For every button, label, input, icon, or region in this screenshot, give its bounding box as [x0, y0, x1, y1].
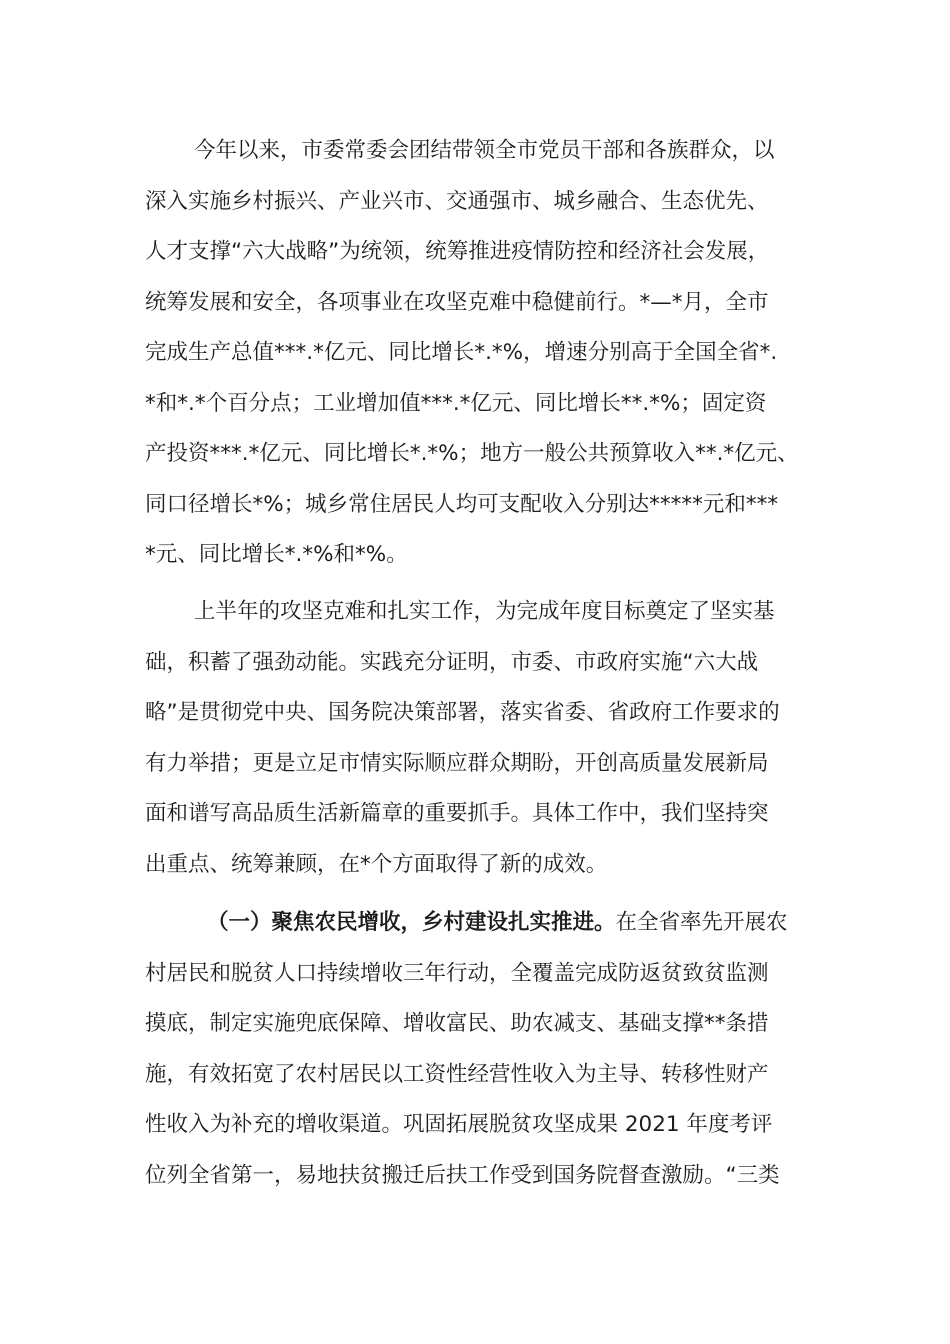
- text-line: 略”是贯彻党中央、国务院决策部署，落实省委、省政府工作要求的: [145, 700, 780, 725]
- text-line: 施，有效拓宽了农村居民以工资性经营性收入为主导、转移性财产: [145, 1061, 769, 1087]
- section-first-line: [145, 898, 811, 949]
- text-line: 深入实施乡村振兴、产业兴市、交通强市、城乡融合、生态优先、: [145, 188, 769, 214]
- text-line: 村居民和脱贫人口持续增收三年行动，全覆盖完成防返贫致贫监测: [145, 960, 769, 986]
- text-line: 人才支撑“六大战略”为统领，统筹推进疫情防控和经济社会发展，: [145, 239, 770, 264]
- section-heading: （一）聚焦农民增收，乡村建设扎实推进。: [207, 910, 616, 935]
- paragraph-section-one: [145, 898, 811, 1201]
- text-line: 础，积蓄了强劲动能。实践充分证明，市委、市政府实施“六大战: [145, 649, 759, 675]
- text-line: 位列全省第一，易地扶贫搬迁后扶工作受到国务院督查激励。“三类: [145, 1162, 780, 1188]
- text-line: 统筹发展和安全，各项事业在攻坚克难中稳健前行。*—*月，全市: [145, 289, 769, 315]
- paragraph-summary: [145, 587, 811, 890]
- text-line: 今年以来，市委常委会团结带领全市党员干部和各族群众，以: [194, 138, 775, 163]
- text-line: 上半年的攻坚克难和扎实工作，为完成年度目标奠定了坚实基: [194, 599, 775, 624]
- text-line: *和*.*个百分点；工业增加值***.*亿元、同比增长**.*%；固定资: [145, 390, 767, 416]
- text-line: *元、同比增长*.*%和*%。: [145, 542, 408, 567]
- text-line: 摸底，制定实施兜底保障、增收富民、助农减支、基础支撑**条措: [145, 1011, 769, 1036]
- text-line: 出重点、统筹兼顾，在*个方面取得了新的成效。: [145, 851, 608, 877]
- text-line: 完成生产总值***.*亿元、同比增长*.*%，增速分别高于全国全省*.: [145, 340, 778, 365]
- paragraph-overview: [145, 126, 811, 581]
- text-line: 同口径增长*%；城乡常住居民人均可支配收入分别达*****元和***: [145, 491, 779, 517]
- text-line: 产投资***.*亿元、同比增长*.*%；地方一般公共预算收入**.*亿元、: [145, 441, 799, 466]
- section-first-line-text: 在全省率先开展农: [615, 910, 788, 935]
- text-line: 性收入为补充的增收渠道。巩固拓展脱贫攻坚成果 2021 年度考评: [145, 1112, 773, 1137]
- text-line: 有力举措；更是立足市情实际顺应群众期盼，开创高质量发展新局: [145, 750, 769, 776]
- text-line: 面和谱写高品质生活新篇章的重要抓手。具体工作中，我们坚持突: [145, 801, 769, 826]
